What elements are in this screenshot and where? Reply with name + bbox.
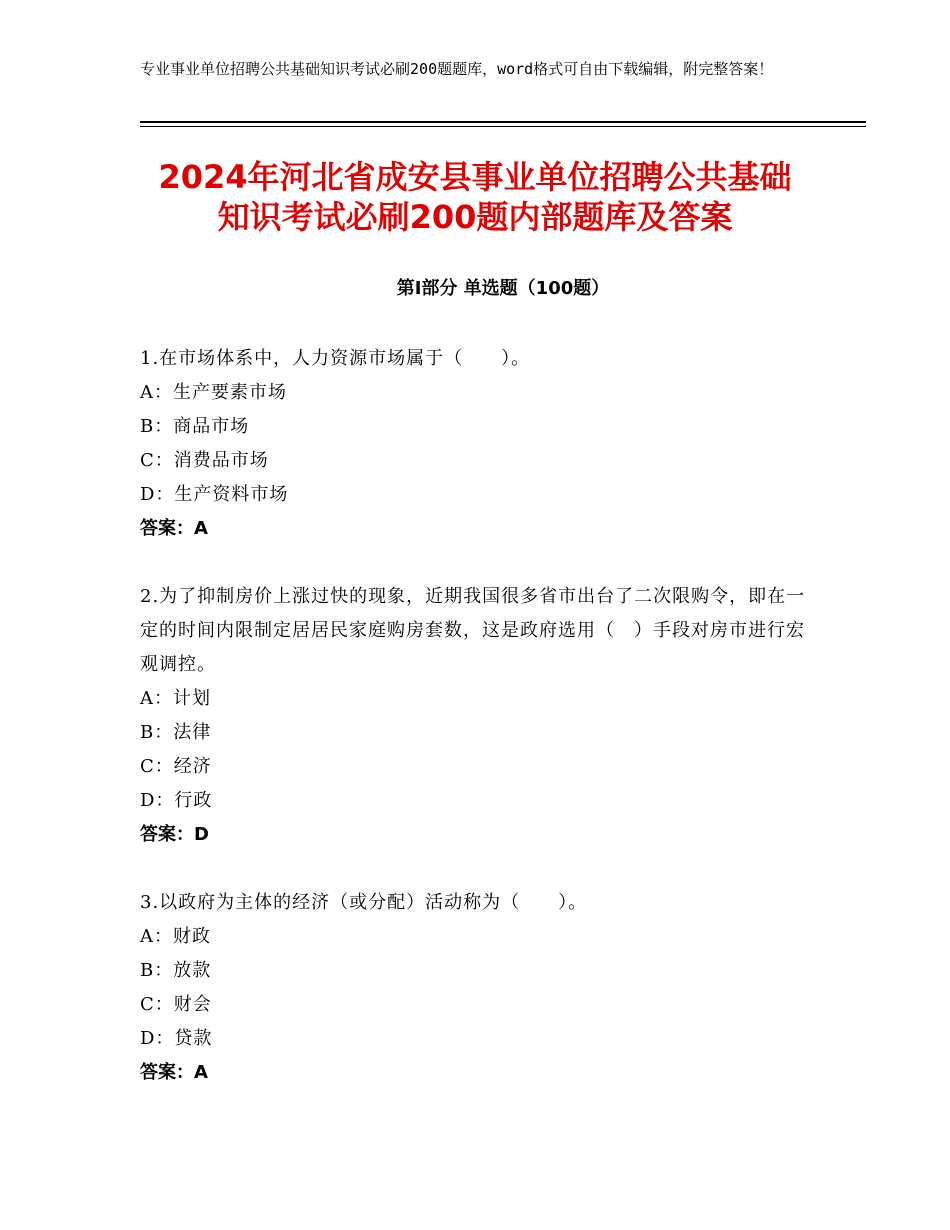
question-list [140,342,810,1090]
header-divider-thin [140,126,866,127]
question-spacer [140,546,810,580]
option-b: B：商品市场 [140,416,250,437]
document-title-line-1: 2024年河北省成安县事业单位招聘公共基础 [158,158,792,196]
option-b: B：法律 [140,722,212,743]
option-c: C：消费品市场 [140,450,269,471]
option-c: C：财会 [140,994,212,1015]
option-d: D：生产资料市场 [140,484,289,505]
question-stem: 2.为了抑制房价上涨过快的现象，近期我国很多省市出台了二次限购令，即在一定的时间内限制定居居民家庭购房套数，这是政府选用（ ）手段对房市进行宏观调控。 [140,586,806,675]
document-title [100,157,850,237]
option-a: A：财政 [140,926,211,947]
answer: 答案：A [140,1062,208,1083]
question-2 [140,580,810,852]
option-c: C：经济 [140,756,212,777]
answer: 答案：A [140,518,208,539]
question-spacer [140,852,810,886]
answer: 答案：D [140,824,209,845]
header-note: 专业事业单位招聘公共基础知识考试必刷200题题库，word格式可自由下载编辑，附完整答案！ [140,60,774,78]
question-stem: 1.在市场体系中，人力资源市场属于（ ）。 [140,348,531,369]
option-a: A：计划 [140,688,211,709]
question-1 [140,342,810,546]
question-3 [140,886,810,1090]
header-divider-thick [140,121,866,123]
document-title-line-2: 知识考试必刷200题内部题库及答案 [217,198,733,236]
question-stem: 3.以政府为主体的经济（或分配）活动称为（ ）。 [140,892,588,913]
section-title: 第Ⅰ部分 单选题（100题） [396,278,610,299]
option-d: D：贷款 [140,1028,213,1049]
option-d: D：行政 [140,790,213,811]
option-b: B：放款 [140,960,212,981]
option-a: A：生产要素市场 [140,382,287,403]
